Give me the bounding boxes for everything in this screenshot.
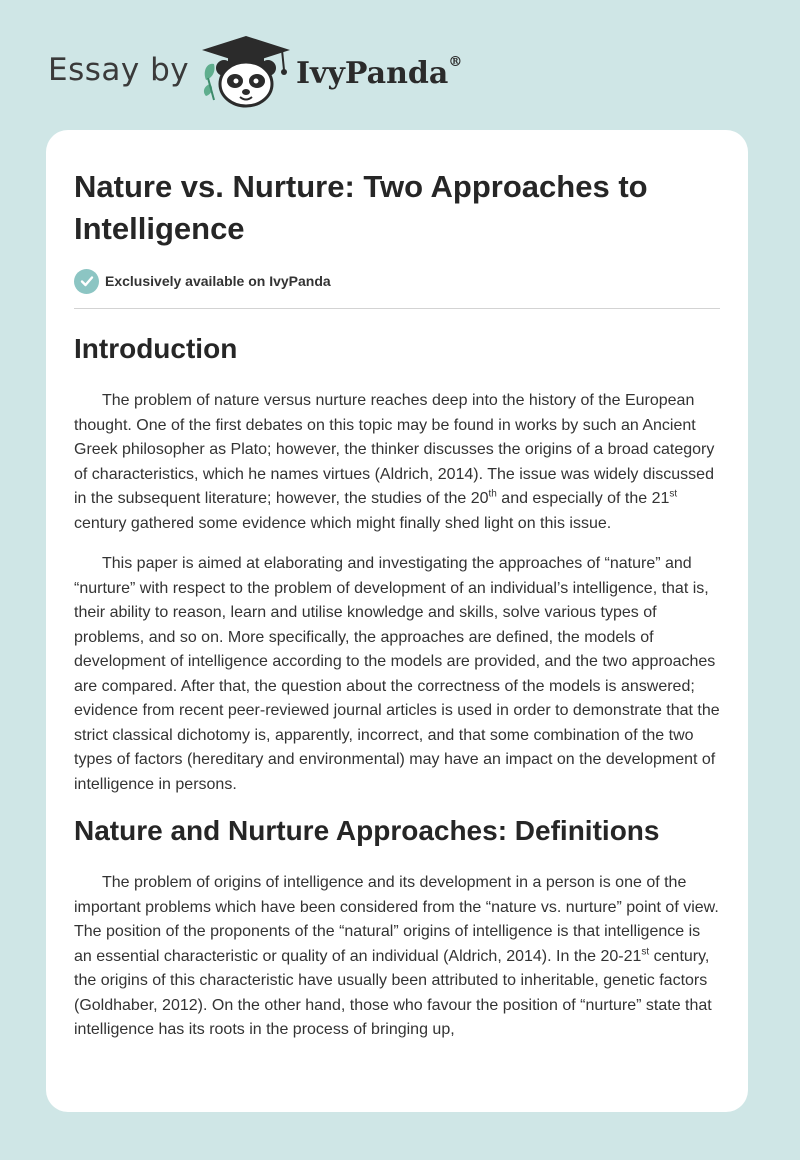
brand-name: IvyPanda [296, 56, 449, 91]
paragraph: This paper is aimed at elaborating and investigating the approaches of “nature” and “nurture” with respect to the problem of development of an individual’s intelligence, that is, their ability to reason, learn and utilise knowledge and skills, solve various types of problems, and so on. More specifically, the approaches are defined, the models of development of intelligence according to the models are provided, and the two approaches are compared. After that, the question about the correctness of the models is answered; evidence from recent peer-reviewed journal articles is used in order to demonstrate that the strict classical dichotomy is, apparently, incorrect, and that some combination of the two types of factors (hereditary and environmental) may have an impact on the development of intelligence in persons. [74, 555, 720, 793]
section-heading-introduction: Introduction [74, 333, 238, 364]
paragraph: The problem of origins of intelligence and its development in a person is one of the important problems which have been considered from the “nature vs. nurture” point of view. The position of the proponents of the “natural” origins of intelligence is that intelligence is an essential characteristic or quality of an individual (Aldrich, 2014). In the 20-21st century, the origins of this characteristic have usually been attributed to inheritable, genetic factors (Goldhaber, 2012). On the other hand, those who favour the position of “nurture” state that intelligence has its roots in the process of bringing up, [74, 874, 719, 1038]
check-icon [74, 269, 99, 294]
exclusive-label: Exclusively available on IvyPanda [105, 273, 331, 289]
site-header [0, 0, 800, 120]
exclusive-badge [74, 268, 720, 294]
paragraph: The problem of nature versus nurture reaches deep into the history of the European thought. One of the first debates on this topic may be found in works by such an Ancient Greek philosopher as Plato; however, the thinker discusses the origins of a broad category of characteristics, which he names virtues (Aldrich, 2014). The issue was widely discussed in the subsequent literature; however, the studies of the 20th and especially of the 21st century gathered some evidence which might finally shed light on this issue. [74, 392, 715, 532]
registered-mark: ® [448, 54, 463, 70]
article-card [46, 130, 748, 1112]
article-title: Nature vs. Nurture: Two Approaches to Intelligence [74, 169, 648, 246]
essay-by-label: Essay by [48, 52, 190, 88]
section-heading-definitions: Nature and Nurture Approaches: Definitions [74, 815, 660, 846]
brand-logo-text[interactable] [296, 56, 462, 91]
panda-graduate-icon [198, 34, 294, 110]
divider [74, 308, 720, 309]
